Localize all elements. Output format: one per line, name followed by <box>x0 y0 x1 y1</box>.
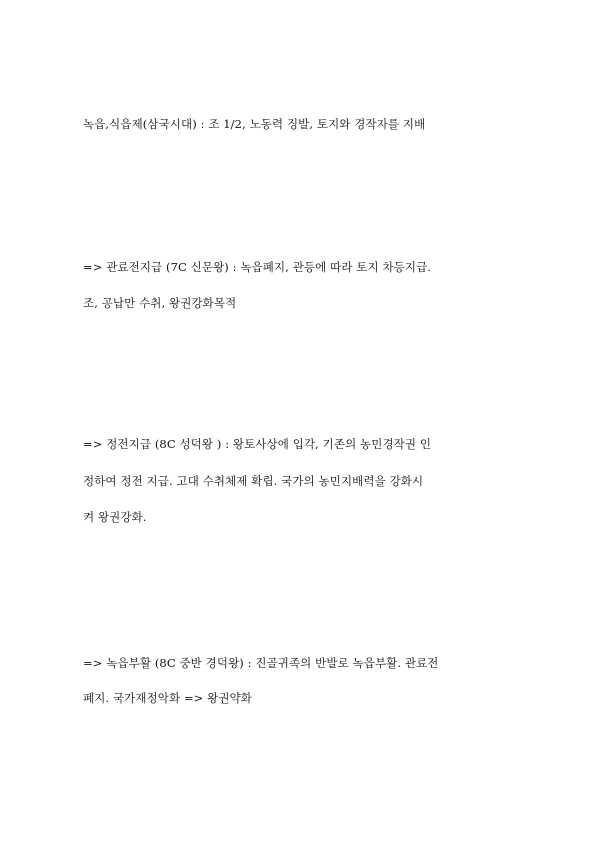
paragraph-jeongjeon-line-1: => 정전지급 (8C 성덕왕 ) : 왕토사상에 입각, 기존의 농민경작권 인 <box>83 437 432 451</box>
paragraph-gwanryojeon-line-1: => 관료전지급 (7C 신문왕) : 녹읍폐지, 관등에 따라 토지 차등지급. <box>83 260 432 274</box>
paragraph-jeongjeon-line-2: 정하여 정전 지급. 고대 수취체제 확립. 국가의 농민지배력을 강화시 <box>83 474 424 488</box>
paragraph-jeongjeon-line-3: 켜 왕권강화. <box>83 510 147 524</box>
paragraph-nogeup-buhwal-line-2: 폐지. 국가재정악화 => 왕권약화 <box>83 691 253 705</box>
paragraph-gwanryojeon-line-2: 조, 공납만 수취, 왕권강화목적 <box>83 296 237 310</box>
paragraph-nogeup-buhwal-line-1: => 녹읍부활 (8C 중반 경덕왕) : 진골귀족의 반발로 녹읍부활. 관료전 <box>83 656 439 670</box>
paragraph-nogeup-sigeup-line-1: 녹읍,식읍제(삼국시대) : 조 1/2, 노동력 징발, 토지와 경작자를 지배 <box>83 117 426 131</box>
